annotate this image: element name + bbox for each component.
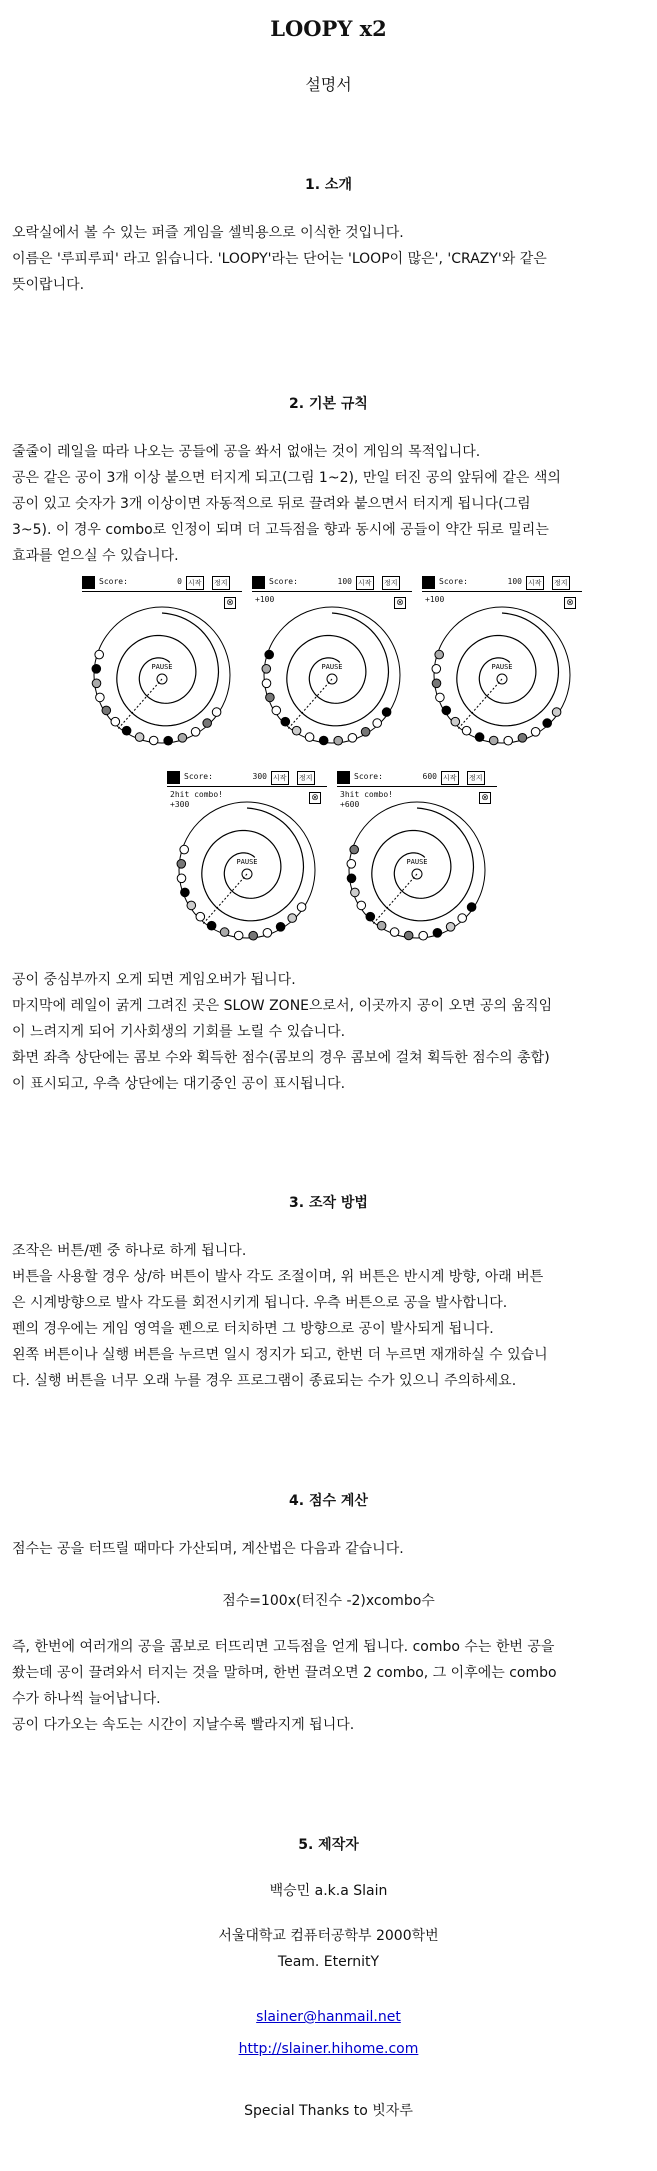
ball	[404, 931, 413, 940]
game-panel-1	[82, 575, 242, 755]
score-line-2: 쐈는데 공이 끌려와서 터지는 것을 말하며, 한번 끌려오면 2 combo, 그 이후에는 combo	[12, 1665, 557, 1681]
page-subtitle: 설명서	[305, 75, 352, 94]
ball	[262, 665, 271, 674]
section-heading-intro: 1. 소개	[305, 177, 352, 193]
spiral-board	[337, 788, 497, 948]
ball	[249, 931, 258, 940]
pause-label: PAUSE	[236, 858, 258, 866]
section-heading-score: 4. 점수 계산	[289, 1493, 368, 1509]
ball	[432, 679, 441, 688]
ball	[96, 693, 105, 702]
panel-toolbar	[82, 575, 242, 592]
next-ball-icon: ⊗	[394, 597, 406, 609]
section-heading-author: 5. 제작자	[298, 1837, 359, 1853]
rules-line-1: 줄줄이 레일을 따라 나오는 공들에 공을 쏴서 없애는 것이 게임의 목적입니다.	[12, 444, 481, 460]
ball	[234, 931, 243, 940]
ball	[266, 693, 275, 702]
pause-label: PAUSE	[321, 663, 343, 671]
game-panel-2	[252, 575, 412, 755]
rules-after-line-5: 이 표시되고, 우측 상단에는 대기중인 공이 표시됩니다.	[12, 1076, 346, 1092]
ball	[433, 929, 442, 938]
ball	[177, 874, 186, 883]
ball	[135, 733, 144, 742]
score-line-4: 공이 다가오는 속도는 시간이 지날수록 빨라지게 됩니다.	[12, 1717, 355, 1733]
controls-line-2: 버튼을 사용할 경우 상/하 버튼이 발사 각도 조절이며, 위 버튼은 반시계 방향, 아래 버튼	[12, 1269, 544, 1285]
spiral-board	[82, 593, 242, 753]
ball	[122, 726, 131, 735]
next-ball-icon: ⊗	[224, 597, 236, 609]
ball	[276, 923, 285, 932]
ball	[92, 665, 101, 674]
ball	[191, 728, 200, 737]
ball	[382, 708, 391, 717]
controls-line-4: 펜의 경우에는 게임 영역을 펜으로 터치하면 그 방향으로 공이 발사되게 됩니다.	[12, 1321, 494, 1337]
intro-line-2: 이름은 '루피루피' 라고 읽습니다. 'LOOPY'라는 단어는 'LOOP이 많은', 'CRAZY'와 같은	[12, 251, 547, 267]
rules-line-3: 공이 있고 숫자가 3개 이상이면 자동적으로 뒤로 끌려와 붙으면서 터지게 됩니다(그림	[12, 496, 531, 512]
ball	[518, 734, 527, 743]
ball	[442, 706, 451, 715]
ball	[187, 901, 196, 910]
aim-line	[287, 679, 332, 730]
controls-line-3: 은 시계방향으로 발사 각도를 회전시키게 됩니다. 우측 버튼으로 공을 발사합니다.	[12, 1295, 508, 1311]
score-line-3: 수가 하나씩 늘어납니다.	[12, 1691, 161, 1707]
combo-text: 2hit combo!	[170, 790, 223, 799]
rules-after-line-3: 이 느려지게 되어 기사회생의 기회를 노릴 수 있습니다.	[12, 1024, 346, 1040]
start-button: 시작	[271, 771, 289, 785]
author-team: Team. EternitY	[277, 1954, 380, 1970]
app-logo-icon	[82, 576, 95, 589]
rules-after-line-4: 화면 좌측 상단에는 콤보 수와 획득한 점수(콤보의 경우 콤보에 걸쳐 획득한 점수의 총합)	[12, 1050, 550, 1066]
ball	[475, 733, 484, 742]
intro-line-1: 오락실에서 볼 수 있는 퍼즐 게임을 셀빅용으로 이식한 것입니다.	[12, 225, 404, 241]
ball	[347, 860, 356, 869]
aim-line	[202, 874, 247, 925]
stop-button: 정지	[467, 771, 485, 785]
ball	[435, 650, 444, 659]
author-affiliation: 서울대학교 컴퓨터공학부 2000학번	[218, 1928, 439, 1944]
ball	[489, 736, 498, 745]
score-line-1: 즉, 한번에 여러개의 공을 콤보로 터뜨리면 고득점을 얻게 됩니다. combo 수는 한번 공을	[12, 1639, 555, 1655]
ball	[347, 874, 356, 883]
ball	[288, 914, 297, 923]
score-intro: 점수는 공을 터뜨릴 때마다 가산되며, 계산법은 다음과 같습니다.	[12, 1541, 404, 1557]
ball	[377, 921, 386, 930]
rules-line-5: 효과를 얻으실 수 있습니다.	[12, 548, 179, 564]
stop-button: 정지	[552, 576, 570, 590]
score-formula: 점수=100x(터진수 -2)xcombo수	[222, 1593, 435, 1609]
ball	[177, 860, 186, 869]
ball	[432, 665, 441, 674]
pause-label: PAUSE	[151, 663, 173, 671]
ball	[220, 928, 229, 937]
ball	[305, 733, 314, 742]
ball	[319, 736, 328, 745]
email-link[interactable]: slainer@hanmail.net	[256, 2009, 401, 2025]
next-ball-icon: ⊗	[564, 597, 576, 609]
score-value: 300	[252, 772, 267, 781]
rules-after-line-1: 공이 중심부까지 오게 되면 게임오버가 됩니다.	[12, 972, 296, 988]
ball	[196, 912, 205, 921]
ball	[462, 726, 471, 735]
ball	[390, 928, 399, 937]
stop-button: 정지	[297, 771, 315, 785]
ball	[419, 931, 428, 940]
ball	[436, 693, 445, 702]
points-value: +100	[255, 595, 275, 604]
score-label: Score:	[439, 577, 468, 586]
panel-toolbar	[337, 770, 497, 787]
ball	[265, 650, 274, 659]
ball	[350, 845, 359, 854]
ball	[164, 736, 173, 745]
ball	[351, 888, 360, 897]
gameplay-figure	[82, 575, 582, 955]
score-value: 100	[337, 577, 352, 586]
rules-after-line-2: 마지막에 레일이 굵게 그려진 곳은 SLOW ZONE으로서, 이곳까지 공이 오면 공의 움직임	[12, 998, 553, 1014]
points-value: +300	[170, 800, 190, 809]
ball	[552, 708, 561, 717]
score-label: Score:	[269, 577, 298, 586]
ball	[262, 679, 271, 688]
pause-label: PAUSE	[491, 663, 513, 671]
score-label: Score:	[184, 772, 213, 781]
combo-text: 3hit combo!	[340, 790, 393, 799]
points-value: +100	[425, 595, 445, 604]
spiral-board	[422, 593, 582, 753]
stop-button: 정지	[212, 576, 230, 590]
start-button: 시작	[356, 576, 374, 590]
ball	[366, 912, 375, 921]
score-value: 0	[177, 577, 182, 586]
ball	[297, 903, 306, 912]
author-email-row	[0, 2009, 657, 2025]
controls-line-1: 조작은 버튼/펜 중 하나로 하게 됩니다.	[12, 1243, 247, 1259]
start-button: 시작	[186, 576, 204, 590]
ball	[181, 888, 190, 897]
ball	[203, 719, 212, 728]
ball	[272, 706, 281, 715]
app-logo-icon	[337, 771, 350, 784]
ball	[149, 736, 158, 745]
score-value: 600	[422, 772, 437, 781]
ball	[334, 736, 343, 745]
homepage-link[interactable]: http://slainer.hihome.com	[238, 2041, 419, 2057]
ball	[451, 717, 460, 726]
ball	[281, 717, 290, 726]
app-logo-icon	[167, 771, 180, 784]
next-ball-icon: ⊗	[479, 792, 491, 804]
ball	[373, 719, 382, 728]
ball	[178, 734, 187, 743]
game-panel-4	[167, 770, 327, 950]
score-value: 100	[507, 577, 522, 586]
ball	[92, 679, 101, 688]
ball	[458, 914, 467, 923]
ball	[348, 734, 357, 743]
ball	[292, 726, 301, 735]
points-value: +600	[340, 800, 360, 809]
aim-line	[457, 679, 502, 730]
section-heading-controls: 3. 조작 방법	[289, 1195, 368, 1211]
intro-line-3: 뜻이랍니다.	[12, 277, 85, 293]
ball	[467, 903, 476, 912]
start-button: 시작	[441, 771, 459, 785]
panel-toolbar	[422, 575, 582, 592]
ball	[446, 923, 455, 932]
aim-line	[372, 874, 417, 925]
score-label: Score:	[99, 577, 128, 586]
controls-line-5: 왼쪽 버튼이나 실행 버튼을 누르면 일시 정지가 되고, 한번 더 누르면 재개하실 수 있습니	[12, 1347, 548, 1363]
game-panel-3	[422, 575, 582, 755]
pause-label: PAUSE	[406, 858, 428, 866]
special-thanks: Special Thanks to 빗자루	[244, 2103, 413, 2119]
game-panel-5	[337, 770, 497, 950]
page-title: LOOPY x2	[270, 16, 387, 41]
spiral-board	[167, 788, 327, 948]
ball	[263, 929, 272, 938]
ball	[543, 719, 552, 728]
panel-toolbar	[167, 770, 327, 787]
score-label: Score:	[354, 772, 383, 781]
aim-line	[117, 679, 162, 730]
ball	[111, 717, 120, 726]
section-heading-rules: 2. 기본 규칙	[289, 396, 368, 412]
start-button: 시작	[526, 576, 544, 590]
spiral-board	[252, 593, 412, 753]
ball	[504, 736, 513, 745]
ball	[212, 708, 221, 717]
app-logo-icon	[422, 576, 435, 589]
rules-line-4: 3~5). 이 경우 combo로 인정이 되며 더 고득점을 향과 동시에 공들이 약간 뒤로 밀리는	[12, 522, 549, 538]
ball	[207, 921, 216, 930]
ball	[180, 845, 189, 854]
ball	[95, 650, 104, 659]
ball	[361, 728, 370, 737]
next-ball-icon: ⊗	[309, 792, 321, 804]
ball	[357, 901, 366, 910]
ball	[102, 706, 111, 715]
author-homepage-row	[0, 2041, 657, 2057]
author-name: 백승민 a.k.a Slain	[269, 1883, 388, 1899]
stop-button: 정지	[382, 576, 400, 590]
ball	[531, 728, 540, 737]
panel-toolbar	[252, 575, 412, 592]
rules-line-2: 공은 같은 공이 3개 이상 붙으면 터지게 되고(그림 1~2), 만일 터진 공의 앞뒤에 같은 색의	[12, 470, 561, 486]
app-logo-icon	[252, 576, 265, 589]
controls-line-6: 다. 실행 버튼을 너무 오래 누를 경우 프로그램이 종료되는 수가 있으니 주의하세요.	[12, 1373, 517, 1389]
